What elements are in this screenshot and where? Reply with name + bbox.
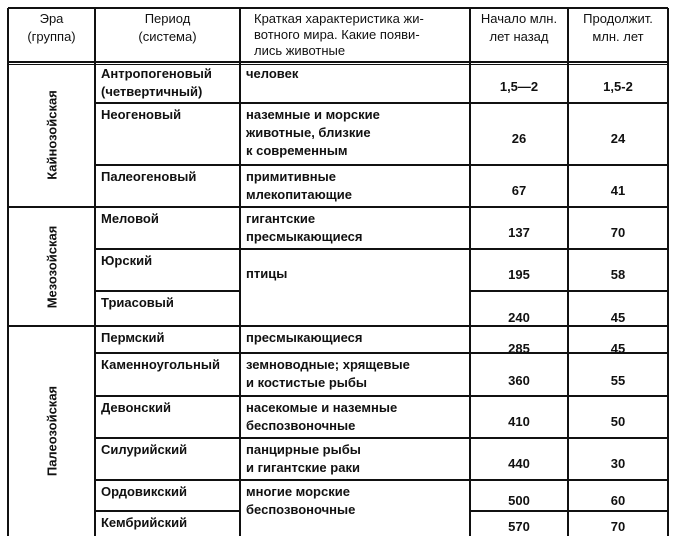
fauna-9-1: беспозвоночные — [246, 502, 356, 517]
period-duration-0: 1,5-2 — [603, 79, 633, 94]
fauna-3-0: гигантские — [246, 211, 316, 226]
header-fauna-0: Краткая характеристика жи- — [254, 11, 424, 26]
fauna-5-0: пресмыкающиеся — [246, 330, 363, 345]
era-line-0 — [8, 206, 668, 208]
fauna-2-1: млекопитающие — [246, 187, 352, 202]
period-start-5: 240 — [508, 310, 530, 325]
period-duration-7: 55 — [610, 373, 626, 388]
period-duration-3: 70 — [610, 225, 626, 240]
period-start-3: 137 — [508, 225, 530, 240]
fauna-3-1: пресмыкающиеся — [246, 229, 363, 244]
period-start-0: 1,5—2 — [499, 79, 539, 94]
header-period-1: (система) — [138, 29, 197, 44]
fauna-4-0: птицы — [246, 266, 288, 281]
fauna-9-0: многие морские — [246, 484, 350, 499]
period-line-7 — [95, 479, 668, 481]
period-name-1-0: Неогеновый — [101, 107, 182, 122]
header-period-0: Период — [144, 11, 191, 26]
period-name-0-1: (четвертичный) — [101, 84, 203, 99]
period-name-6-0: Пермский — [101, 330, 165, 345]
period-duration-1: 24 — [610, 131, 626, 146]
period-name-11-0: Кембрийский — [101, 515, 188, 530]
period-duration-5: 45 — [610, 310, 626, 325]
period-line-5 — [95, 395, 668, 397]
period-duration-9: 30 — [610, 456, 626, 471]
fauna-1-0: наземные и морские — [246, 107, 380, 122]
period-start-11: 570 — [508, 519, 530, 534]
period-line-ord-cam-a — [95, 510, 240, 512]
fauna-1-1: животные, близкие — [246, 125, 371, 140]
fauna-8-1: и гигантские раки — [246, 460, 360, 475]
merge-cover-jt — [241, 289, 469, 292]
period-line-0 — [95, 102, 668, 104]
period-name-9-0: Силурийский — [101, 442, 188, 457]
period-start-10: 500 — [508, 493, 530, 508]
period-name-4-0: Юрский — [101, 253, 153, 268]
period-duration-8: 50 — [610, 414, 626, 429]
col-line-1 — [94, 8, 96, 536]
header-fauna-1: вотного мира. Какие появи- — [254, 27, 420, 42]
period-name-8-0: Девонский — [101, 400, 171, 415]
period-name-10-0: Ордовикский — [101, 484, 187, 499]
fauna-2-0: примитивные — [246, 169, 336, 184]
header-duration-1: млн. лет — [592, 29, 644, 44]
header-fauna-2: лись животные — [254, 43, 346, 58]
period-line-1 — [95, 164, 668, 166]
period-duration-4: 58 — [610, 267, 626, 282]
header-start-0: Начало млн. — [480, 11, 558, 26]
header-era-1: (группа) — [27, 29, 76, 44]
fauna-6-0: земноводные; хрящевые — [246, 357, 410, 372]
period-start-4: 195 — [508, 267, 530, 282]
period-start-6: 285 — [508, 341, 530, 356]
col-line-0 — [7, 8, 9, 536]
era-label-1: Мезозойская — [44, 225, 59, 308]
era-label-2: Палеозойская — [44, 385, 59, 477]
period-name-0-0: Антропогеновый — [101, 66, 212, 81]
period-duration-10: 60 — [610, 493, 626, 508]
header-duration-0: Продолжит. — [583, 11, 653, 26]
header-era-0: Эра — [39, 11, 64, 26]
period-line-2 — [95, 248, 668, 250]
period-duration-2: 41 — [610, 183, 626, 198]
fauna-8-0: панцирные рыбы — [246, 442, 361, 457]
period-start-1: 26 — [511, 131, 527, 146]
fauna-7-1: беспозвоночные — [246, 418, 356, 433]
top-line — [8, 7, 668, 9]
fauna-0-0: человек — [246, 66, 299, 81]
period-name-3-0: Меловой — [101, 211, 159, 226]
period-start-8: 410 — [508, 414, 530, 429]
period-name-7-0: Каменноугольный — [101, 357, 220, 372]
period-start-2: 67 — [511, 183, 527, 198]
fauna-6-1: и костистые рыбы — [246, 375, 368, 390]
period-start-9: 440 — [508, 456, 530, 471]
period-duration-6: 45 — [610, 341, 626, 356]
period-line-ord-cam-b — [470, 510, 668, 512]
period-line-6 — [95, 437, 668, 439]
fauna-1-2: к современным — [246, 143, 348, 158]
fauna-7-0: насекомые и наземные — [246, 400, 398, 415]
period-start-7: 360 — [508, 373, 530, 388]
period-duration-11: 70 — [610, 519, 626, 534]
header-line-top — [8, 61, 668, 63]
period-name-5-0: Триасовый — [101, 295, 174, 310]
era-label-0: Кайнозойская — [44, 89, 59, 180]
header-start-1: лет назад — [489, 29, 549, 44]
period-name-2-0: Палеогеновый — [101, 169, 197, 184]
